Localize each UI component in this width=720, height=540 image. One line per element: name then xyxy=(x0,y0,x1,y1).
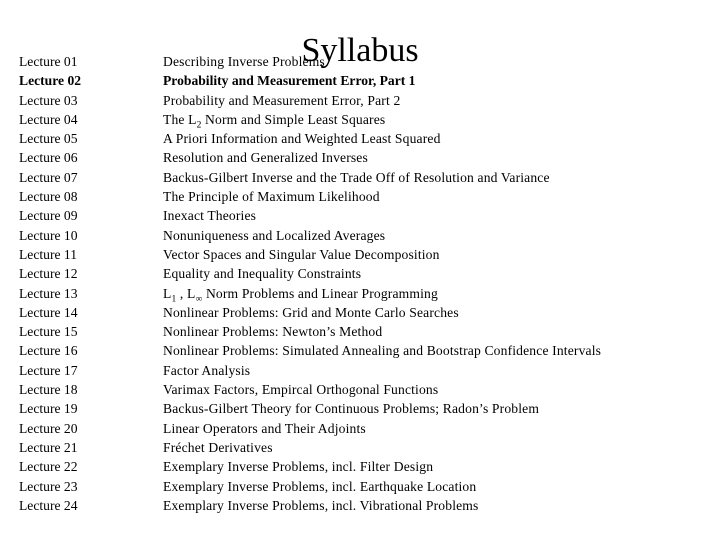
lecture-number: Lecture 10 xyxy=(19,227,78,243)
lecture-number: Lecture 11 xyxy=(19,246,77,262)
lecture-topic: Nonuniqueness and Localized Averages xyxy=(163,227,386,243)
syllabus-row xyxy=(0,245,720,264)
lecture-number: Lecture 22 xyxy=(19,459,78,475)
lecture-number: Lecture 23 xyxy=(19,478,78,494)
syllabus-row xyxy=(0,187,720,206)
lecture-topic: $L_1$ , $L_\infty$ Norm Problems and Linear Programming xyxy=(163,285,438,305)
lecture-topic: Describing Inverse Problems xyxy=(163,54,325,69)
syllabus-row xyxy=(0,419,720,438)
lecture-number: Lecture 21 xyxy=(19,439,78,455)
lecture-topic: Resolution and Generalized Inverses xyxy=(163,150,368,166)
syllabus-row xyxy=(0,380,720,399)
syllabus-row xyxy=(0,110,720,129)
syllabus-row xyxy=(0,129,720,148)
lecture-topic: Nonlinear Problems: Simulated Annealing and Bootstrap Confidence Intervals xyxy=(163,343,602,359)
syllabus-row xyxy=(0,206,720,225)
syllabus-row xyxy=(0,341,720,360)
lecture-topic: Exemplary Inverse Problems, incl. Vibrational Problems xyxy=(163,497,479,513)
lecture-number: Lecture 05 xyxy=(19,131,78,147)
lecture-topic: The Principle of Maximum Likelihood xyxy=(163,189,380,205)
syllabus-row xyxy=(0,361,720,380)
lecture-number: Lecture 08 xyxy=(19,189,78,205)
lecture-topic: Fréchet Derivatives xyxy=(163,439,273,455)
lecture-number: Lecture 17 xyxy=(19,362,78,378)
lecture-number: Lecture 19 xyxy=(19,401,78,417)
lecture-topic: Factor Analysis xyxy=(163,362,251,378)
lecture-topic: Vector Spaces and Singular Value Decomposition xyxy=(163,246,440,262)
syllabus-row xyxy=(0,303,720,322)
syllabus-row xyxy=(0,284,720,303)
syllabus-row xyxy=(0,438,720,457)
slide-title: Syllabus xyxy=(301,31,419,69)
lecture-number: Lecture 02 xyxy=(19,73,82,89)
lecture-topic: Backus-Gilbert Inverse and the Trade Off of Resolution and Variance xyxy=(163,169,550,185)
syllabus-row xyxy=(0,91,720,110)
lecture-topic: Equality and Inequality Constraints xyxy=(163,266,362,282)
syllabus-row xyxy=(0,226,720,245)
syllabus-row xyxy=(0,457,720,476)
lecture-number: Lecture 18 xyxy=(19,382,78,398)
syllabus-row xyxy=(0,477,720,496)
lecture-number: Lecture 16 xyxy=(19,343,78,359)
lecture-topic: Exemplary Inverse Problems, incl. Earthquake Location xyxy=(163,478,477,494)
lecture-topic: Nonlinear Problems: Grid and Monte Carlo Searches xyxy=(163,304,459,320)
lecture-number: Lecture 09 xyxy=(19,208,78,224)
lecture-topic: Varimax Factors, Empircal Orthogonal Functions xyxy=(163,382,439,398)
lecture-number: Lecture 03 xyxy=(19,92,78,108)
syllabus-row xyxy=(0,496,720,515)
syllabus-row xyxy=(0,148,720,167)
lecture-number: Lecture 15 xyxy=(19,324,78,340)
lecture-number: Lecture 04 xyxy=(19,111,78,127)
syllabus-row xyxy=(0,322,720,341)
syllabus-row xyxy=(0,52,720,71)
syllabus-row xyxy=(0,399,720,418)
lecture-topic: Backus-Gilbert Theory for Continuous Problems; Radon’s Problem xyxy=(163,401,540,417)
lecture-topic: A Priori Information and Weighted Least Squared xyxy=(163,131,441,147)
lecture-topic: Inexact Theories xyxy=(163,208,257,224)
syllabus-row xyxy=(0,264,720,283)
lecture-number: Lecture 20 xyxy=(19,420,78,436)
syllabus-list xyxy=(0,52,720,515)
lecture-topic: Probability and Measurement Error, Part 2 xyxy=(163,92,401,108)
lecture-number: Lecture 14 xyxy=(19,304,78,320)
lecture-topic: Linear Operators and Their Adjoints xyxy=(163,420,366,436)
lecture-number: Lecture 24 xyxy=(19,497,78,513)
lecture-topic: Nonlinear Problems: Newton’s Method xyxy=(163,324,383,340)
syllabus-row xyxy=(0,168,720,187)
lecture-number: Lecture 06 xyxy=(19,150,78,166)
lecture-topic: Probability and Measurement Error, Part 1 xyxy=(163,73,416,89)
lecture-number: Lecture 07 xyxy=(19,169,78,185)
lecture-number: Lecture 01 xyxy=(19,54,78,69)
lecture-topic: The $L_2$ Norm and Simple Least Squares xyxy=(163,111,386,131)
syllabus-row xyxy=(0,71,720,90)
lecture-number: Lecture 13 xyxy=(19,285,78,301)
lecture-topic: Exemplary Inverse Problems, incl. Filter Design xyxy=(163,459,434,475)
lecture-number: Lecture 12 xyxy=(19,266,78,282)
